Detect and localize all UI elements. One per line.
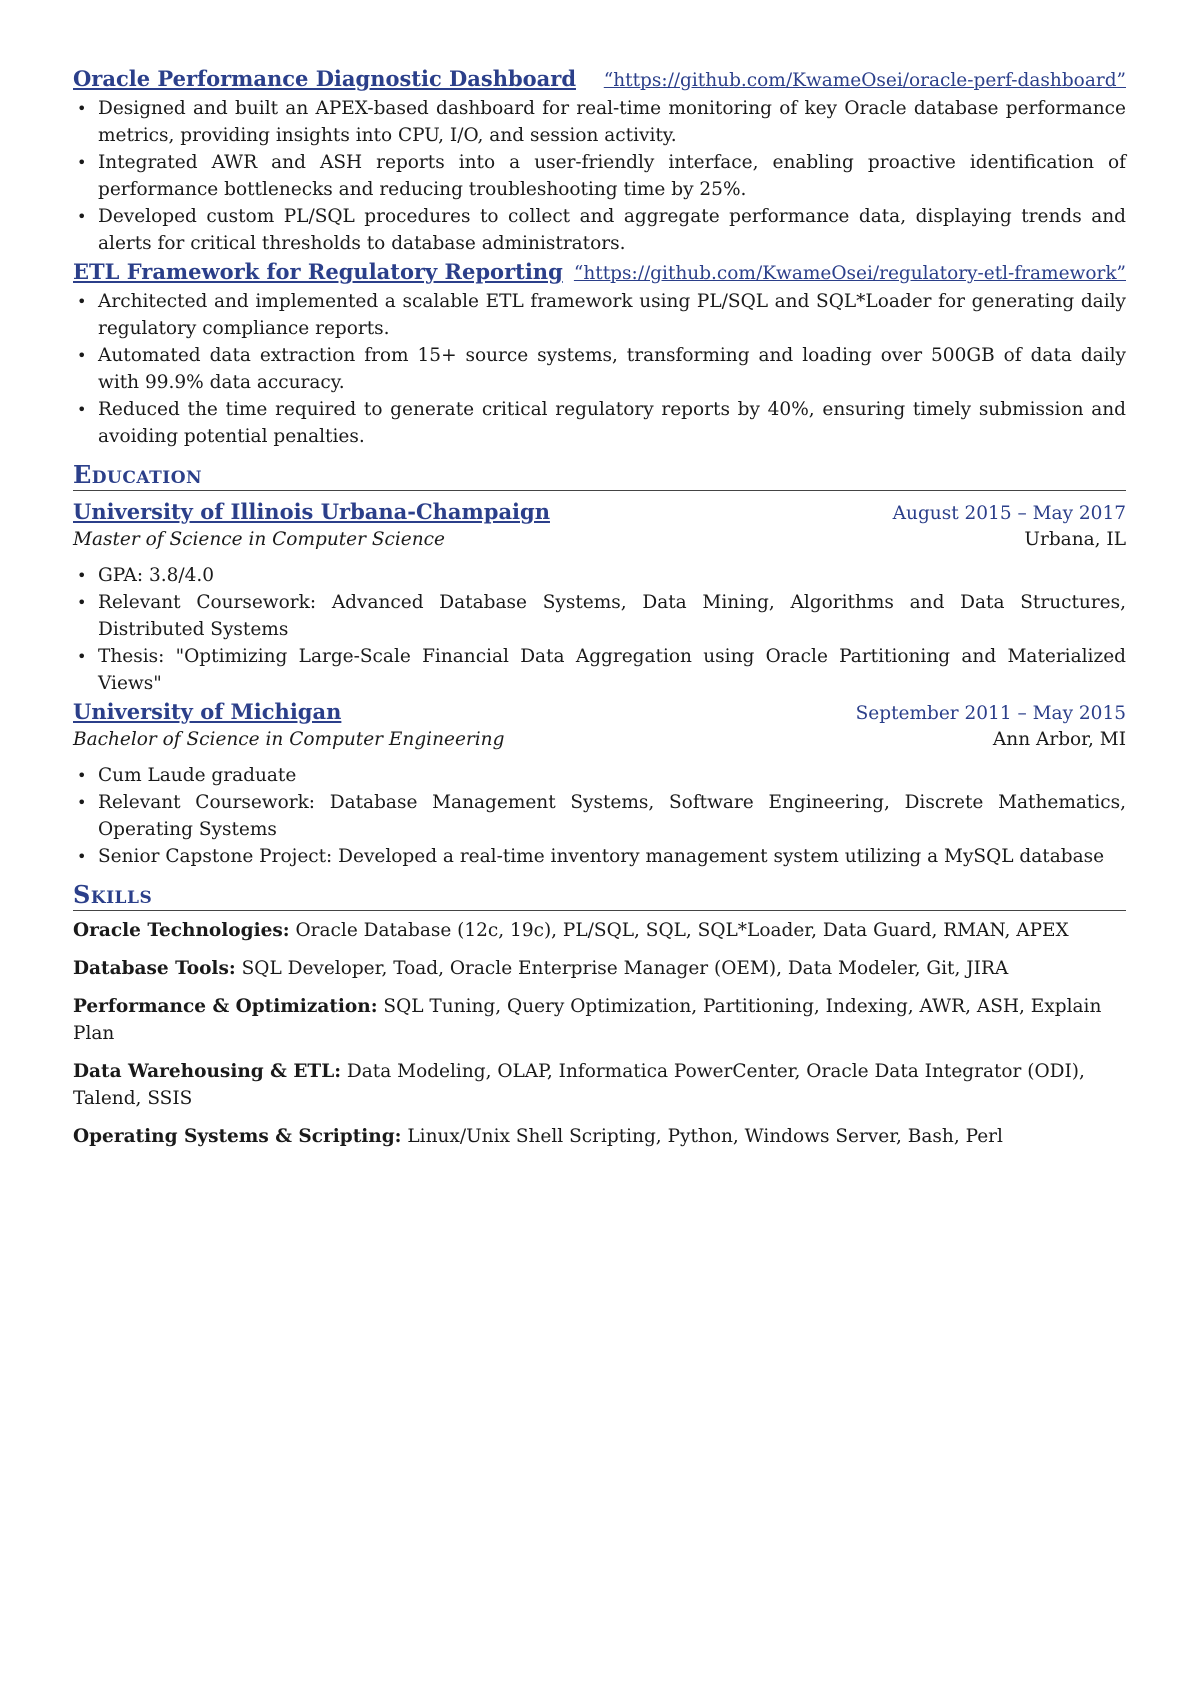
list-item: • Architected and implemented a scalable ETL framework using PL/SQL and SQL*Loader for generating daily regulatory compliance reports. [73, 288, 1126, 342]
project-github-link[interactable]: “https://github.com/KwameOsei/regulatory-etl-framework” [573, 263, 1126, 284]
education-subheader [73, 526, 1126, 554]
list-item: • Senior Capstone Project: Developed a real-time inventory management system utilizing a MySQL database [73, 843, 1126, 870]
education-heading: Education [73, 460, 1126, 491]
degree: Bachelor of Science in Computer Engineering [73, 729, 505, 750]
skill-row [73, 1123, 1126, 1150]
list-item: • Designed and built an APEX-based dashboard for real-time monitoring of key Oracle database performance metrics, providing insights into CPU, I/O, and session activity. [73, 95, 1126, 149]
education-header [73, 497, 1126, 526]
skill-row [73, 1058, 1126, 1112]
list-item: • Reduced the time required to generate critical regulatory reports by 40%, ensuring timely submission and avoiding potential penalties. [73, 396, 1126, 450]
skill-value: Oracle Database (12c, 19c), PL/SQL, SQL, SQL*Loader, Data Guard, RMAN, APEX [289, 920, 1069, 941]
education-location: Ann Arbor, MI [992, 729, 1126, 750]
degree: Master of Science in Computer Science [73, 529, 445, 550]
project-entry [73, 64, 1126, 257]
education-entry [73, 697, 1126, 870]
list-item: • Thesis: "Optimizing Large-Scale Financial Data Aggregation using Oracle Partitioning and Materialized Views" [73, 643, 1126, 697]
skill-value: Linux/Unix Shell Scripting, Python, Windows Server, Bash, Perl [401, 1126, 1003, 1147]
education-bullets [73, 762, 1126, 870]
resume-page [73, 64, 1126, 1150]
project-github-link[interactable]: “https://github.com/KwameOsei/oracle-perf-dashboard” [603, 70, 1126, 91]
skill-value: SQL Tuning, Query Optimization, Partitioning, Indexing, AWR, ASH, Explain Plan [73, 996, 1102, 1044]
project-bullets [73, 95, 1126, 257]
project-title-link[interactable]: Oracle Performance Diagnostic Dashboard [73, 66, 577, 91]
skills-heading: Skills [73, 880, 1126, 911]
education-bullets [73, 562, 1126, 697]
skill-row [73, 993, 1126, 1047]
list-item: • Relevant Coursework: Advanced Database Systems, Data Mining, Algorithms and Data Structures, Distributed Systems [73, 589, 1126, 643]
project-bullets [73, 288, 1126, 450]
skill-value: Data Modeling, OLAP, Informatica PowerCenter, Oracle Data Integrator (ODI), Talend, SSIS [73, 1061, 1085, 1109]
school-name-link[interactable]: University of Michigan [73, 699, 342, 724]
skill-label: Oracle Technologies: [73, 920, 290, 941]
skill-label: Data Warehousing & ETL: [73, 1061, 342, 1082]
skill-row [73, 917, 1126, 944]
project-header [73, 257, 1126, 288]
skill-label: Performance & Optimization: [73, 996, 378, 1017]
project-header [73, 64, 1126, 95]
list-item: • Cum Laude graduate [73, 762, 1126, 789]
project-title-link[interactable]: ETL Framework for Regulatory Reporting [73, 259, 563, 284]
skill-label: Database Tools: [73, 958, 236, 979]
project-entry [73, 257, 1126, 450]
list-item: • Relevant Coursework: Database Management Systems, Software Engineering, Discrete Mathematics, Operating Systems [73, 789, 1126, 843]
skills-list [73, 917, 1126, 1150]
list-item: • Developed custom PL/SQL procedures to collect and aggregate performance data, displaying trends and alerts for critical thresholds to database administrators. [73, 203, 1126, 257]
education-location: Urbana, IL [1024, 529, 1126, 550]
list-item: • GPA: 3.8/4.0 [73, 562, 1126, 589]
list-item: • Integrated AWR and ASH reports into a user-friendly interface, enabling proactive identification of performance bottlenecks and reducing troubleshooting time by 25%. [73, 149, 1126, 203]
education-entry [73, 497, 1126, 697]
skill-row [73, 955, 1126, 982]
school-name-link[interactable]: University of Illinois Urbana-Champaign [73, 499, 550, 524]
education-dates: August 2015 – May 2017 [892, 503, 1126, 524]
list-item: • Automated data extraction from 15+ source systems, transforming and loading over 500GB of data daily with 99.9% data accuracy. [73, 342, 1126, 396]
education-header [73, 697, 1126, 726]
skill-value: SQL Developer, Toad, Oracle Enterprise Manager (OEM), Data Modeler, Git, JIRA [235, 958, 1009, 979]
education-dates: September 2011 – May 2015 [855, 703, 1126, 724]
skill-label: Operating Systems & Scripting: [73, 1126, 402, 1147]
education-subheader [73, 726, 1126, 754]
